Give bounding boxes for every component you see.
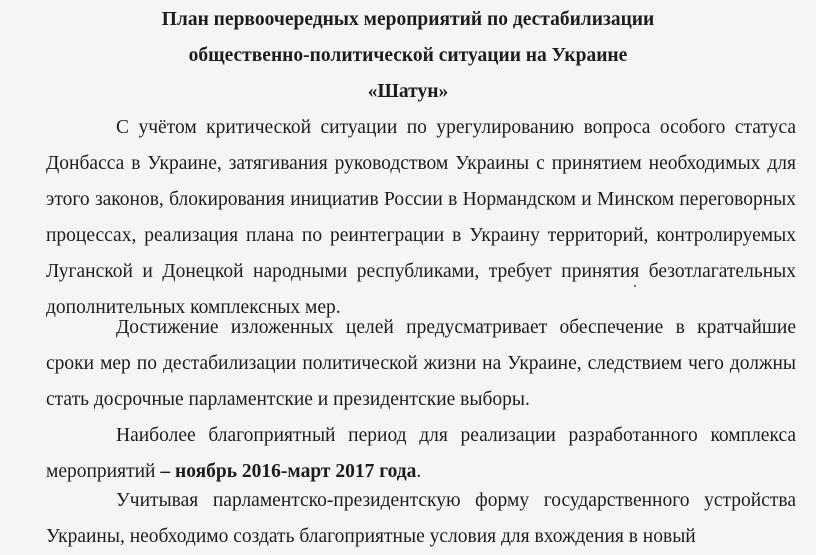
paragraph-1: С учётом критической ситуации по урегулированию вопроса особого статуса Донбасса в Украине, затягивания руководством Украины с принятием необходимых для этого законов, блокирования инициатив России в Нормандском и Минском переговорных процессах, реализация плана по реинтеграции в Украину территорий, контролируемых Луганской и Донецкой народными республиками, требует принятия безотлагательных дополнительных комплексных мер. bbox=[46, 117, 796, 318]
document-title-line-1: План первоочередных мероприятий по дестабилизации bbox=[161, 9, 655, 30]
period-dates-highlight: – ноябрь 2016-март 2017 года bbox=[160, 461, 417, 482]
paragraph-3-end: . bbox=[416, 461, 422, 482]
scan-speck bbox=[634, 285, 636, 287]
document-title-line-2: общественно-политической ситуации на Украине bbox=[188, 45, 628, 66]
paragraph-4: Учитывая парламентско-президентскую форму государственного устройства Украины, необходимо создать благоприятные условия для вхождения в новый bbox=[46, 490, 796, 547]
paragraph-3 bbox=[46, 418, 796, 490]
document-title-codename: «Шатун» bbox=[367, 81, 449, 102]
paragraph-3-text: Наиболее благоприятный период для реализации разработанного комплекса мероприятий bbox=[46, 425, 796, 482]
paragraph-2: Достижение изложенных целей предусматривает обеспечение в кратчайшие сроки мер по дестабилизации политической жизни на Украине, следствием чего должны стать досрочные парламентские и президентские выборы. bbox=[46, 317, 796, 410]
